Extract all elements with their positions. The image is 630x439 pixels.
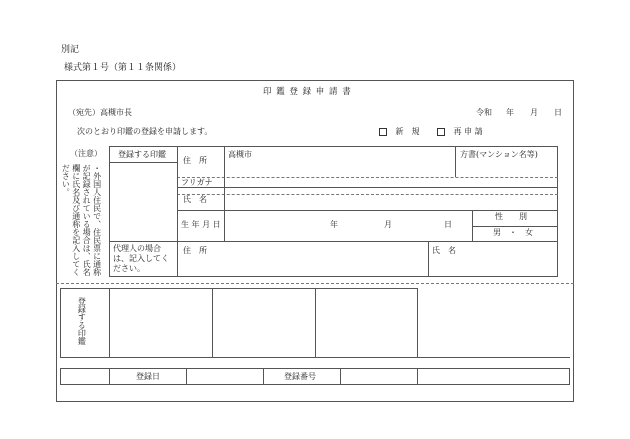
office-seal-label: 登録する印鑑 [77,297,87,345]
furigana-label: フリガナ [181,178,213,187]
notes-title: （注意） [70,149,102,158]
request-text: 次のとおり印鑑の登録を申請します。 [77,127,213,136]
date-day: 日 [554,108,562,117]
option-reapply[interactable] [437,126,483,137]
agent-address-label: 住 所 [183,246,207,255]
appendix-label: 別記 [61,45,80,55]
option-reapply-label: 再 申 請 [453,127,483,136]
reg-number-label: 登録番号 [284,372,316,381]
address-value[interactable]: 高槻市 [228,150,252,159]
seal-table-extension [418,357,570,358]
birth-month: 月 [384,220,392,229]
name-label: 氏 名 [183,195,207,204]
birth-day: 日 [444,220,452,229]
gender-options[interactable]: 男 ・ 女 [493,228,533,237]
katagaki-label: 方書(マンション名等) [460,150,538,159]
new-checkbox[interactable] [379,128,387,136]
option-new-label: 新 規 [395,127,420,136]
reg-date-label: 登録日 [136,372,160,381]
office-separator [56,283,574,284]
agent-note: 代理人の場合は、記入してください。 [113,244,169,273]
reapply-checkbox[interactable] [437,128,445,136]
seal-stamp-table [60,288,418,358]
date-era: 令和 [476,108,492,117]
birth-label: 生 年 月 日 [181,220,221,229]
birth-year: 年 [330,220,338,229]
form-number: 様式第１号（第１１条関係） [64,63,182,73]
agent-name-label: 氏 名 [432,246,456,255]
date-year: 年 [506,108,514,117]
option-new[interactable] [379,126,420,137]
form-title: 印 鑑 登 録 申 請 書 [263,87,352,97]
address-label: 住 所 [183,156,207,165]
gender-label: 性 別 [495,212,527,221]
registered-seal-label: 登録する印鑑 [118,150,166,159]
addressee: （宛先）高槻市長 [68,108,132,117]
date-month: 月 [530,108,538,117]
notes-text: ・外国人住民で、住民票に通称が記録されている場合は、氏名欄に氏名及び通称を記入してください。 [61,164,102,276]
